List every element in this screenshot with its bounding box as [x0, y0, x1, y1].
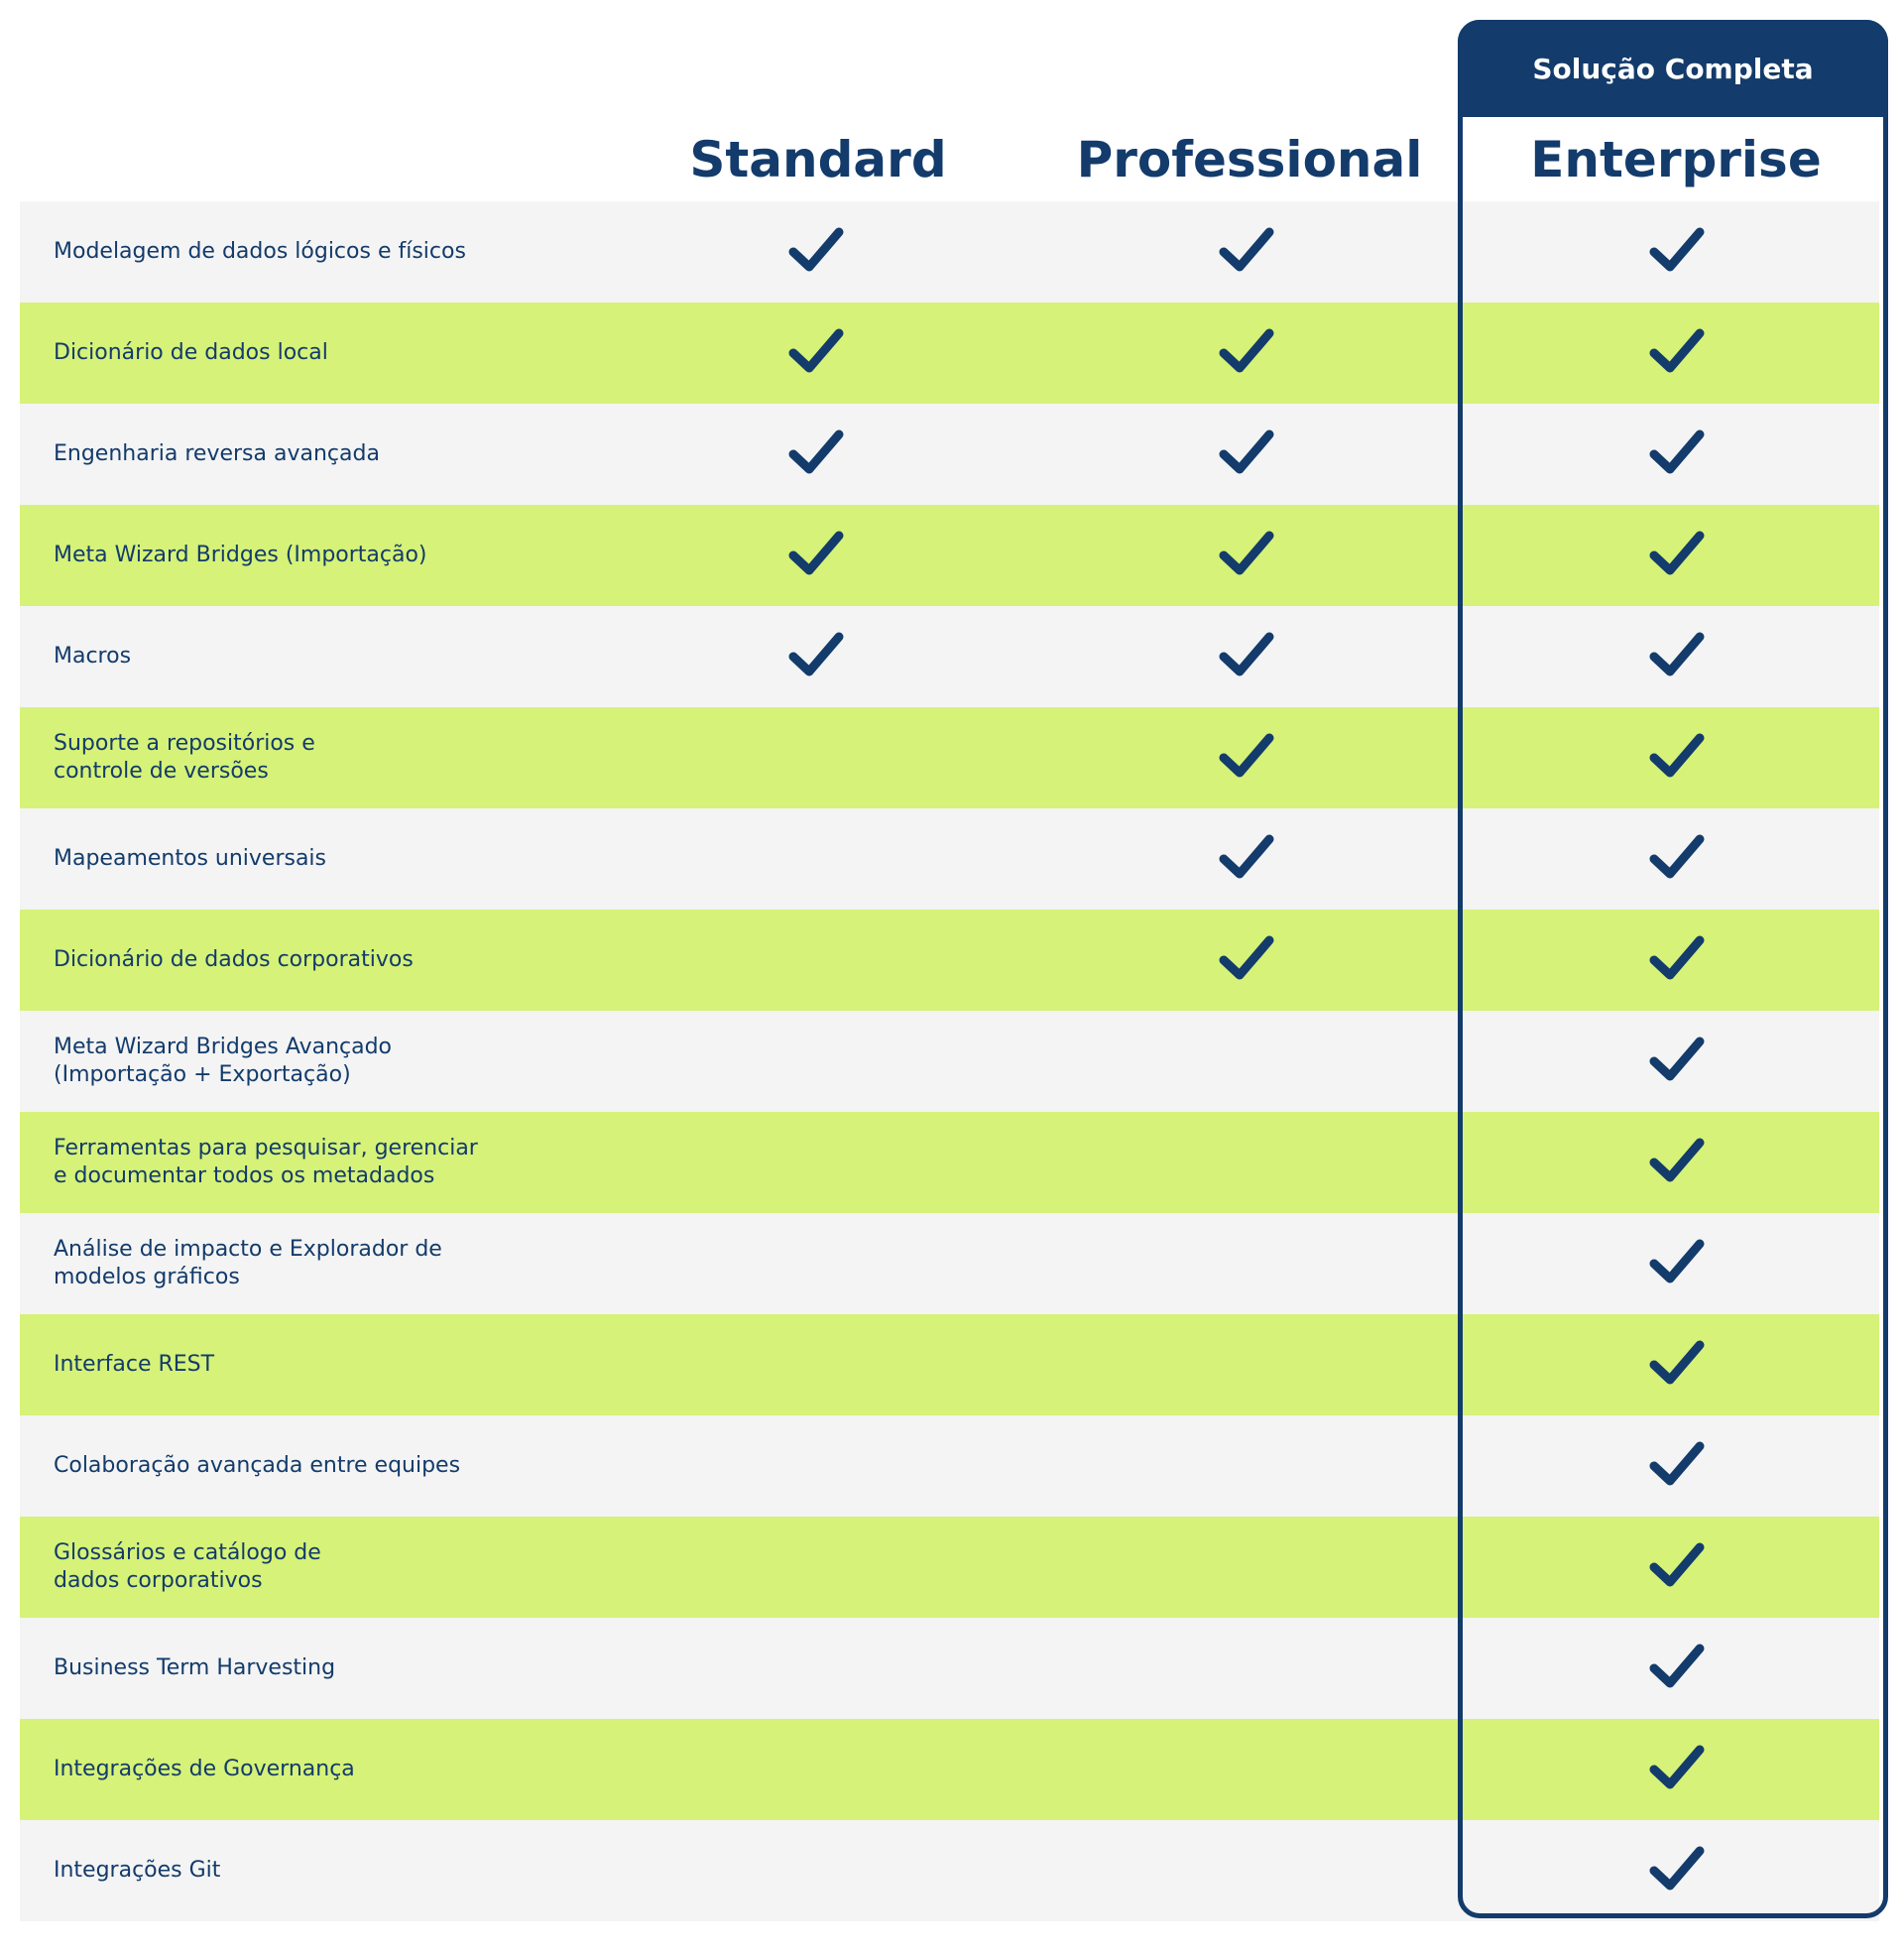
cell-enterprise — [1637, 1213, 1717, 1314]
check-icon — [1649, 326, 1705, 381]
table-row — [20, 1415, 1879, 1517]
check-icon — [788, 529, 844, 583]
cell-professional — [1207, 404, 1286, 505]
check-icon — [1219, 933, 1274, 988]
feature-label: Colaboração avançada entre equipes — [54, 1453, 461, 1478]
table-row — [20, 1112, 1879, 1213]
check-icon — [1649, 832, 1705, 887]
cell-professional — [1207, 910, 1286, 1011]
cell-professional — [1207, 1820, 1286, 1921]
cell-standard — [776, 1011, 856, 1112]
feature-label: Dicionário de dados corporativos — [54, 947, 414, 972]
check-icon — [1219, 326, 1274, 381]
table-row — [20, 1618, 1879, 1719]
check-icon — [788, 326, 844, 381]
check-icon — [788, 225, 844, 280]
plan-header-enterprise: Enterprise — [1530, 131, 1822, 188]
cell-enterprise — [1637, 910, 1717, 1011]
cell-enterprise — [1637, 1820, 1717, 1921]
cell-professional — [1207, 1415, 1286, 1517]
feature-label: Integrações Git — [54, 1858, 221, 1883]
feature-label: Dicionário de dados local — [54, 340, 328, 365]
check-icon — [1219, 225, 1274, 280]
table-row — [20, 1314, 1879, 1415]
cell-enterprise — [1637, 1314, 1717, 1415]
table-row — [20, 1719, 1879, 1820]
table-row — [20, 404, 1879, 505]
plan-header-standard: Standard — [689, 131, 947, 188]
cell-standard — [776, 1618, 856, 1719]
cell-standard — [776, 1415, 856, 1517]
feature-label: Análise de impacto e Explorador de modelos gráficos — [54, 1237, 442, 1289]
cell-professional — [1207, 303, 1286, 404]
cell-professional — [1207, 808, 1286, 910]
cell-enterprise — [1637, 201, 1717, 303]
banner-label: Solução Completa — [1532, 52, 1814, 85]
cell-professional — [1207, 707, 1286, 808]
feature-label: Integrações de Governança — [54, 1757, 355, 1781]
feature-label: Interface REST — [54, 1352, 215, 1377]
feature-label: Mapeamentos universais — [54, 846, 327, 871]
cell-enterprise — [1637, 1415, 1717, 1517]
cell-standard — [776, 606, 856, 707]
check-icon — [1219, 630, 1274, 684]
cell-enterprise — [1637, 1517, 1717, 1618]
plan-header-professional: Professional — [1076, 131, 1423, 188]
table-row — [20, 1517, 1879, 1618]
check-icon — [1649, 630, 1705, 684]
cell-standard — [776, 1112, 856, 1213]
cell-standard — [776, 1719, 856, 1820]
check-icon — [1649, 225, 1705, 280]
table-row — [20, 808, 1879, 910]
cell-standard — [776, 404, 856, 505]
feature-label: Engenharia reversa avançada — [54, 441, 380, 466]
cell-standard — [776, 303, 856, 404]
feature-label: Business Term Harvesting — [54, 1655, 336, 1680]
cell-enterprise — [1637, 1618, 1717, 1719]
feature-label: Suporte a repositórios e controle de versões — [54, 731, 315, 784]
feature-label: Modelagem de dados lógicos e físicos — [54, 239, 466, 264]
cell-professional — [1207, 1213, 1286, 1314]
check-icon — [1649, 428, 1705, 482]
feature-label: Ferramentas para pesquisar, gerenciar e documentar todos os metadados — [54, 1136, 478, 1188]
table-row — [20, 1213, 1879, 1314]
table-row — [20, 505, 1879, 606]
table-row — [20, 303, 1879, 404]
cell-enterprise — [1637, 505, 1717, 606]
table-row — [20, 1820, 1879, 1921]
feature-label: Meta Wizard Bridges (Importação) — [54, 543, 427, 567]
cell-enterprise — [1637, 707, 1717, 808]
cell-standard — [776, 201, 856, 303]
cell-professional — [1207, 1112, 1286, 1213]
check-icon — [788, 630, 844, 684]
cell-professional — [1207, 1618, 1286, 1719]
check-icon — [1649, 1540, 1705, 1595]
cell-standard — [776, 707, 856, 808]
check-icon — [1649, 933, 1705, 988]
cell-standard — [776, 1314, 856, 1415]
table-row — [20, 707, 1879, 808]
cell-standard — [776, 910, 856, 1011]
check-icon — [1649, 1338, 1705, 1393]
cell-enterprise — [1637, 1112, 1717, 1213]
feature-label: Macros — [54, 644, 132, 669]
cell-professional — [1207, 606, 1286, 707]
check-icon — [1649, 529, 1705, 583]
cell-standard — [776, 505, 856, 606]
cell-professional — [1207, 201, 1286, 303]
check-icon — [1219, 428, 1274, 482]
feature-label: Glossários e catálogo de dados corporativos — [54, 1540, 321, 1593]
table-row — [20, 201, 1879, 303]
cell-enterprise — [1637, 808, 1717, 910]
check-icon — [788, 428, 844, 482]
cell-professional — [1207, 1719, 1286, 1820]
cell-enterprise — [1637, 404, 1717, 505]
cell-standard — [776, 1213, 856, 1314]
cell-standard — [776, 1820, 856, 1921]
table-row — [20, 1011, 1879, 1112]
check-icon — [1649, 1136, 1705, 1190]
cell-standard — [776, 1517, 856, 1618]
check-icon — [1219, 832, 1274, 887]
check-icon — [1649, 1642, 1705, 1696]
cell-standard — [776, 808, 856, 910]
check-icon — [1649, 731, 1705, 786]
cell-professional — [1207, 1314, 1286, 1415]
enterprise-banner — [1458, 20, 1888, 117]
cell-enterprise — [1637, 1719, 1717, 1820]
check-icon — [1649, 1035, 1705, 1089]
check-icon — [1649, 1439, 1705, 1494]
feature-label: Meta Wizard Bridges Avançado (Importação + Exportação) — [54, 1035, 393, 1087]
cell-professional — [1207, 1517, 1286, 1618]
check-icon — [1649, 1743, 1705, 1797]
cell-enterprise — [1637, 1011, 1717, 1112]
cell-enterprise — [1637, 606, 1717, 707]
cell-enterprise — [1637, 303, 1717, 404]
cell-professional — [1207, 1011, 1286, 1112]
check-icon — [1219, 731, 1274, 786]
cell-professional — [1207, 505, 1286, 606]
table-row — [20, 606, 1879, 707]
check-icon — [1649, 1237, 1705, 1291]
check-icon — [1219, 529, 1274, 583]
table-row — [20, 910, 1879, 1011]
check-icon — [1649, 1844, 1705, 1898]
